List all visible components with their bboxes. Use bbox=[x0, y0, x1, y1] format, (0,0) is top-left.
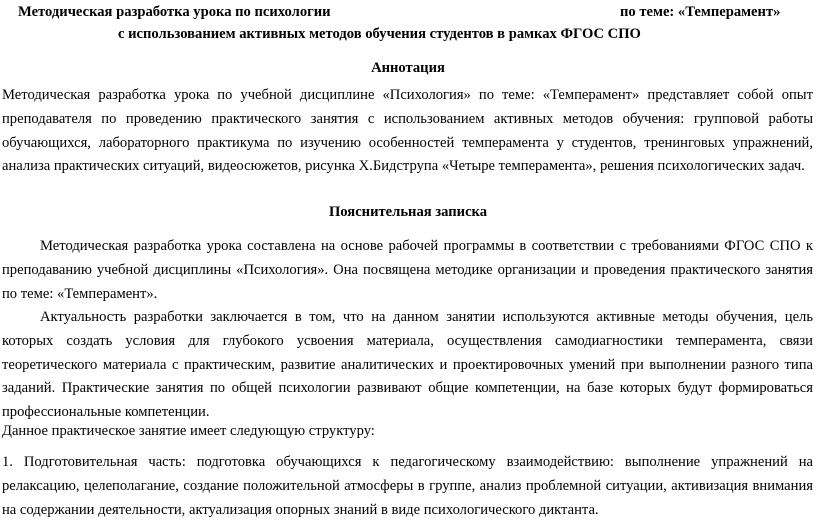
document-title-line2: с использованием активных методов обучения студентов в рамках ФГОС СПО bbox=[118, 26, 641, 42]
document-title-line1-right: по теме: «Темперамент» bbox=[620, 4, 781, 20]
explanatory-paragraph-2: Актуальность разработки заключается в том, что на данном занятии используются активные методы обучения, цель которых создать условия для глубокого усвоения материала, осуществления самодиагностики темперамента, связи теоретического материала с практическим, развитие аналитических и проектировочных умений при выполнении разного типа заданий. Практические занятия по общей психологии развивают общие компетенции, на базе которых будут формироваться профессиональные компетенции. bbox=[2, 309, 813, 421]
document-title-line1-left: Методическая разработка урока по психологии bbox=[18, 4, 331, 20]
annotation-paragraph: Методическая разработка урока по учебной дисциплине «Психология» по теме: «Темперамент» представляет собой опыт преподавателя по проведению практического занятия с использованием активных методов обучения: групповой работы обучающихся, лабораторного практикума по изучению особенностей темперамента у студентов, тренинговых упражнений, анализа практических ситуаций, видеосюжетов, рисунка Х.Бидструпа «Четыре темперамента», решения психологических задач. bbox=[2, 87, 813, 175]
explanatory-paragraph-1: Методическая разработка урока составлена на основе рабочей программы в соответствии с требованиями ФГОС СПО к преподаванию учебной дисциплины «Психология». Она посвящена методике организации и проведения практического занятия по теме: «Темперамент». bbox=[2, 238, 813, 302]
structure-intro: Данное практическое занятие имеет следующую структуру: bbox=[2, 423, 375, 439]
explanatory-note-heading: Пояснительная записка bbox=[328, 204, 488, 220]
annotation-heading: Аннотация bbox=[371, 60, 445, 76]
structure-item-1: 1. Подготовительная часть: подготовка обучающихся к педагогическому взаимодействию: выполнение упражнений на релаксацию, целеполагание, создание положительной атмосферы в группе, анализ проблемной ситуации, активизация внимания на содержании деятельности, актуализация опорных знаний в виде психологического диктанта. bbox=[2, 454, 813, 518]
